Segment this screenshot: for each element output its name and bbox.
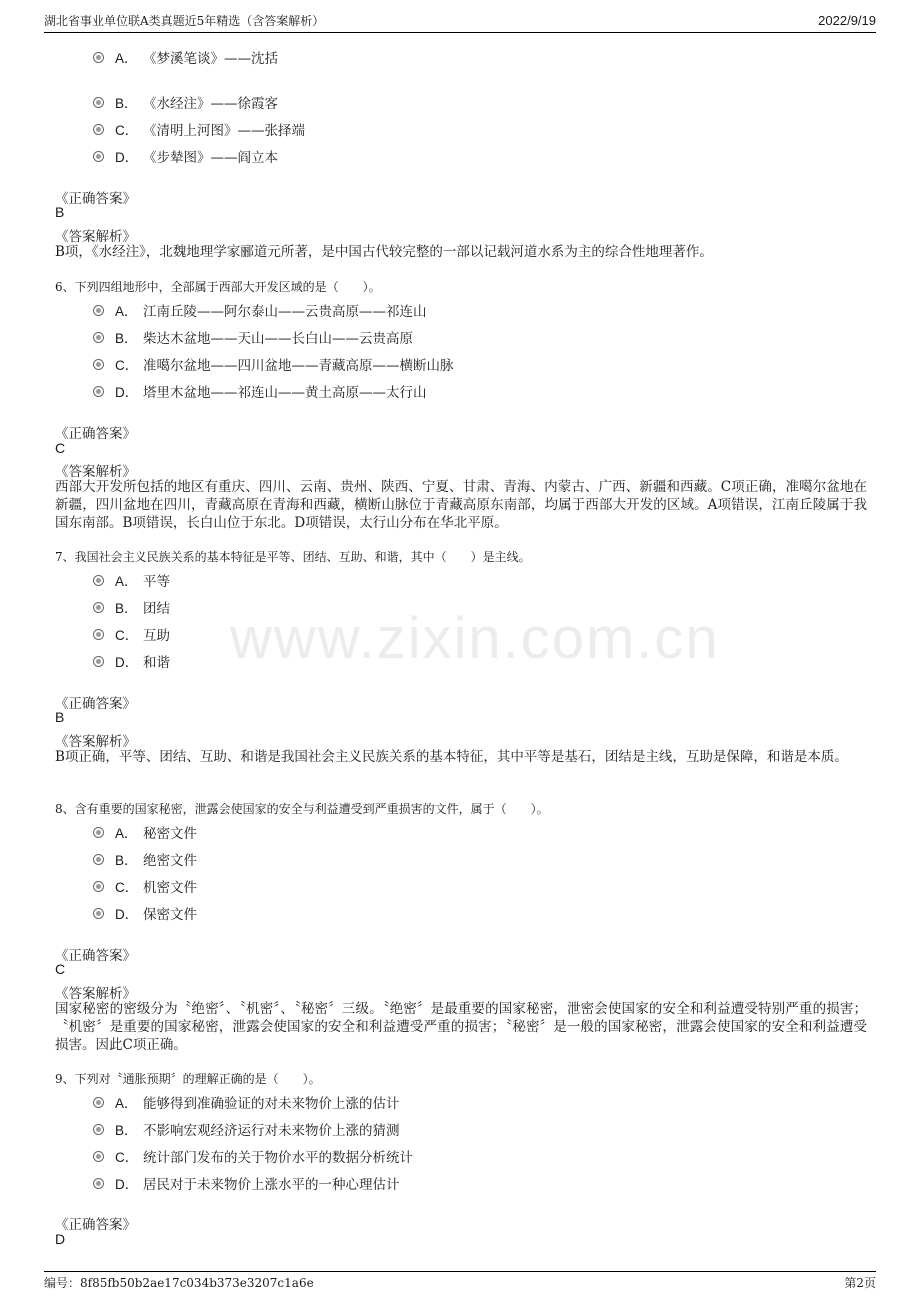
answer-label: 《正确答案》: [55, 1217, 136, 1233]
q8-analysis: 国家秘密的密级分为〝绝密〞、〝机密〞、〝秘密〞三级。〝绝密〞是最重要的国家秘密，泄密会使国家的安全和利益遭受特别严重的损害；〝机密〞是重要的国家秘密，泄露会使国家的安全和利益遭受严重的损害；〝秘密〞是一般的国家秘密，泄露会使国家的安全和利益遭受损害。因此C项正确。: [55, 1001, 867, 1053]
radio-icon[interactable]: [93, 52, 104, 63]
answer-label: 《正确答案》: [55, 191, 136, 207]
answer-label: 《正确答案》: [55, 948, 136, 964]
q6-analysis: 西部大开发所包括的地区有重庆、四川、云南、贵州、陕西、宁夏、甘肃、青海、内蒙古、广西、新疆和西藏。C项正确，准噶尔盆地在新疆，四川盆地在四川，青藏高原在青海和西藏，横断山脉位于青藏高原东南部，均属于西部大开发的区域。A项错误，江南丘陵属于我国东南部。B项错误，长白山位于东北。D项错误，太行山分布在华北平原。: [55, 479, 867, 531]
radio-icon[interactable]: [93, 629, 104, 640]
q7-answer: B: [55, 709, 65, 725]
document-date: 2022/9/19: [818, 13, 876, 28]
radio-icon[interactable]: [93, 305, 104, 316]
radio-icon[interactable]: [93, 827, 104, 838]
radio-icon[interactable]: [93, 151, 104, 162]
radio-icon[interactable]: [93, 359, 104, 370]
radio-icon[interactable]: [93, 1178, 104, 1189]
analysis-label: 《答案解析》: [55, 229, 136, 245]
document-title: 湖北省事业单位联A类真题近5年精选（含答案解析）: [44, 14, 325, 28]
analysis-label: 《答案解析》: [55, 986, 136, 1002]
q8-answer: C: [55, 961, 66, 977]
analysis-label: 《答案解析》: [55, 464, 136, 480]
radio-icon[interactable]: [93, 1151, 104, 1162]
radio-icon[interactable]: [93, 1097, 104, 1108]
radio-icon[interactable]: [93, 1124, 104, 1135]
q6-answer: C: [55, 440, 66, 456]
answer-label: 《正确答案》: [55, 426, 136, 442]
q9-stem: 9、下列对〝通胀预期〞的理解正确的是（ ）。: [55, 1072, 321, 1086]
radio-icon[interactable]: [93, 881, 104, 892]
radio-icon[interactable]: [93, 332, 104, 343]
radio-icon[interactable]: [93, 97, 104, 108]
q8-stem: 8、含有重要的国家秘密，泄露会使国家的安全与利益遭受到严重损害的文件，属于（ ）。: [55, 802, 549, 816]
radio-icon[interactable]: [93, 602, 104, 613]
page-number: 第2页: [844, 1276, 876, 1290]
q5-analysis: B项，《水经注》，北魏地理学家郦道元所著，是中国古代较完整的一部以记载河道水系为主的综合性地理著作。: [55, 244, 713, 260]
radio-icon[interactable]: [93, 575, 104, 586]
analysis-label: 《答案解析》: [55, 734, 136, 750]
question-list: A． 《梦溪笔谈》——沈括 B． 《水经注》——徐霞客 C． 《清明上河图》——张择端 D． 《步辇图》——阎立本 《正确答案》 B 《答案解析》 B项，《水经注》，北魏地理学家郦道元所著，是中国古代较完整的一部以记载河道水系为主的综合性地理著作。 6、下列四组地形中，全部属于西部大开发区域的是（ ）。 A． 江南丘陵——阿尔泰山——云贵高原——祁连山 B． 柴达木盆地——天山——长白山——云贵高原 C． 准噶尔盆地——四川盆地——青藏高原——横断山脉 D． 塔里木盆地——祁连山——黄土高原——太行山 《正确答案》 C 《答案解析》 西部大开发所包括的地区有重庆、四川、云南、贵州、陕西、宁夏、甘肃、青海、内蒙古、广西、新疆和西藏。C项正确，准噶尔盆地在新疆，四川盆地在四川，青藏高原在青海和西藏，横断山脉位于青藏高原东南部，均属于西部大开发的区域。A项错误，江南丘陵属于我国东南部。B项错误，长白山位于东北。D项错误，太行山分布在华北平原。 7、我国社会主义民族关系的基本特征是平等、团结、互助、和谐，其中（ ）是主线。 A． 平等 B． 团结 C． 互助 D． 和谐 《正确答案》 B 《答案解析》 B项正确，平等、团结、互助、和谐是我国社会主义民族关系的基本特征，其中平等是基石，团结是主线，互助是保障，和谐是本质。 8、含有重要的国家秘密，泄露会使国家的安全与利益遭受到严重损害的文件，属于（ ）。 A． 秘密文件 B． 绝密文件 C． 机密文件 D． 保密文件 《正确答案》 C 《答案解析》 国家秘密的密级分为〝绝密〞、〝机密〞、〝秘密〞三级。〝绝密〞是最重要的国家秘密，泄密会使国家的安全和利益遭受特别严重的损害；〝机密〞是重要的国家秘密，泄露会使国家的安全和利益遭受严重的损害；〝秘密〞是一般的国家秘密，泄露会使国家的安全和利益遭受损害。因此C项正确。 9、下列对〝通胀预期〞的理解正确的是（ ）。 A． 能够得到准确验证的对未来物价上涨的估计 B． 不影响宏观经济运行对未来物价上涨的猜测 C． 统计部门发布的关于物价水平的数据分析统计 D． 居民对于未来物价上涨水平的一种心理估计 《正确答案》 D: [55, 51, 867, 1247]
document-code: 编号：8f85fb50b2ae17c034b373e3207c1a6e: [44, 1276, 314, 1290]
radio-icon[interactable]: [93, 908, 104, 919]
page-footer: [44, 1271, 876, 1292]
q9-answer: D: [55, 1231, 66, 1247]
q7-stem: 7、我国社会主义民族关系的基本特征是平等、团结、互助、和谐，其中（ ）是主线。: [55, 550, 531, 564]
watermark: www.zixin.com.cn: [230, 606, 720, 671]
radio-icon[interactable]: [93, 656, 104, 667]
q5-answer: B: [55, 204, 65, 220]
radio-icon[interactable]: [93, 124, 104, 135]
answer-label: 《正确答案》: [55, 696, 136, 712]
q7-analysis: B项正确，平等、团结、互助、和谐是我国社会主义民族关系的基本特征，其中平等是基石，团结是主线，互助是保障，和谐是本质。: [55, 749, 848, 765]
radio-icon[interactable]: [93, 854, 104, 865]
q6-stem: 6、下列四组地形中，全部属于西部大开发区域的是（ ）。: [55, 280, 381, 294]
radio-icon[interactable]: [93, 386, 104, 397]
